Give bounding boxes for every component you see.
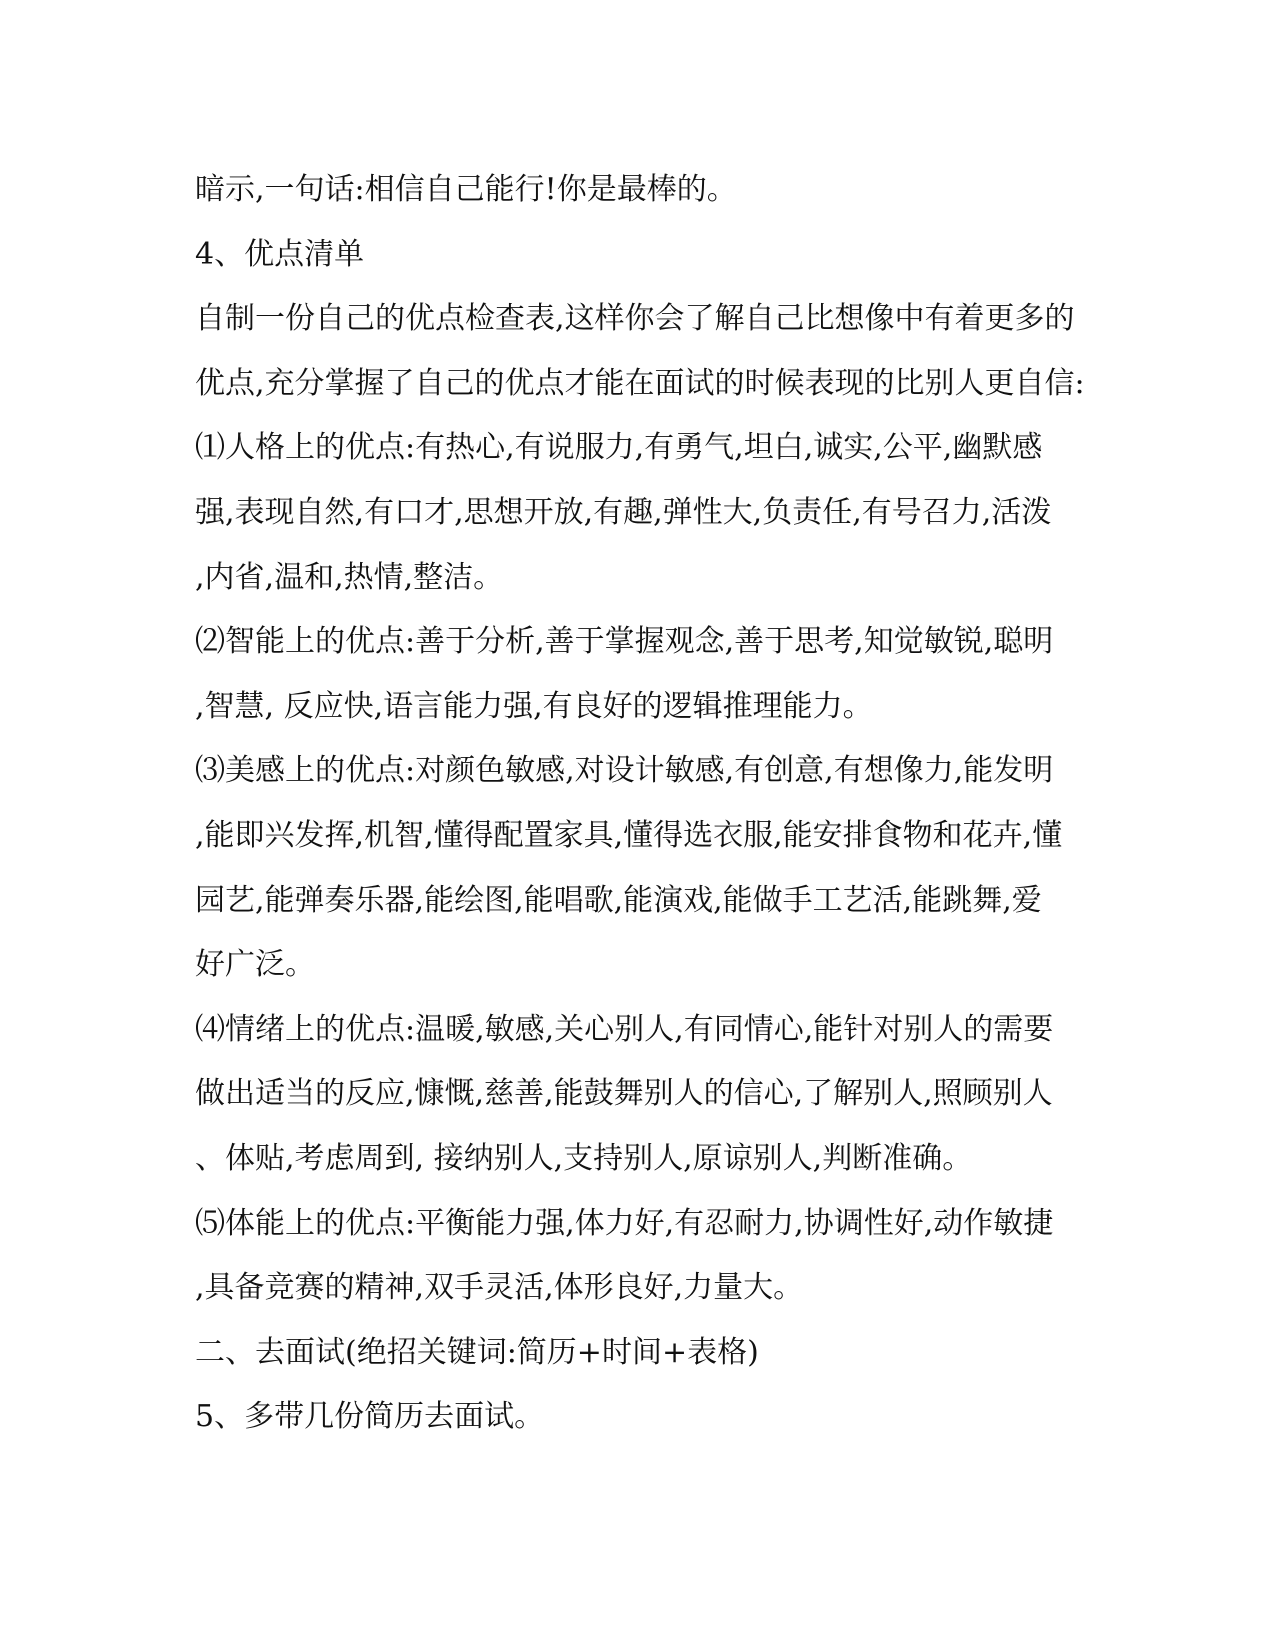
text-line: ⑸体能上的优点:平衡能力强,体力好,有忍耐力,协调性好,动作敏捷 xyxy=(195,1205,1054,1241)
text-line: ⑷情绪上的优点:温暖,敏感,关心别人,有同情心,能针对别人的需要 xyxy=(195,1011,1054,1047)
text-line: ⑴人格上的优点:有热心,有说服力,有勇气,坦白,诚实,公平,幽默感 xyxy=(195,430,1043,466)
text-line: 做出适当的反应,慷慨,慈善,能鼓舞别人的信心,了解别人,照顾别人 xyxy=(195,1076,1053,1112)
document-body xyxy=(195,158,1095,1450)
text-line: ,能即兴发挥,机智,懂得配置家具,懂得选衣服,能安排食物和花卉,懂 xyxy=(195,817,1063,853)
text-line: 自制一份自己的优点检查表,这样你会了解自己比想像中有着更多的 xyxy=(195,301,1075,337)
section-heading: 二、去面试(绝招关键词:简历+时间+表格) xyxy=(195,1334,759,1370)
text-line: ,智慧, 反应快,语言能力强,有良好的逻辑推理能力。 xyxy=(195,688,873,724)
text-line: ,具备竞赛的精神,双手灵活,体形良好,力量大。 xyxy=(195,1270,804,1306)
section-heading: 5、多带几份简历去面试。 xyxy=(195,1399,545,1435)
text-line: 好广泛。 xyxy=(195,947,315,983)
text-line: 优点,充分掌握了自己的优点才能在面试的时候表现的比别人更自信: xyxy=(195,365,1085,401)
text-line: ,内省,温和,热情,整洁。 xyxy=(195,559,504,595)
text-line: 暗示,一句话:相信自己能行!你是最棒的。 xyxy=(195,172,737,207)
text-line: 强,表现自然,有口才,思想开放,有趣,弹性大,负责任,有号召力,活泼 xyxy=(195,494,1052,530)
text-line: 园艺,能弹奏乐器,能绘图,能唱歌,能演戏,能做手工艺活,能跳舞,爱 xyxy=(195,882,1042,918)
section-heading: 4、优点清单 xyxy=(195,236,365,272)
text-line: ⑵智能上的优点:善于分析,善于掌握观念,善于思考,知觉敏锐,聪明 xyxy=(195,624,1054,660)
text-line: ⑶美感上的优点:对颜色敏感,对设计敏感,有创意,有想像力,能发明 xyxy=(195,753,1054,789)
text-line: 、体贴,考虑周到, 接纳别人,支持别人,原谅别人,判断准确。 xyxy=(195,1140,973,1176)
